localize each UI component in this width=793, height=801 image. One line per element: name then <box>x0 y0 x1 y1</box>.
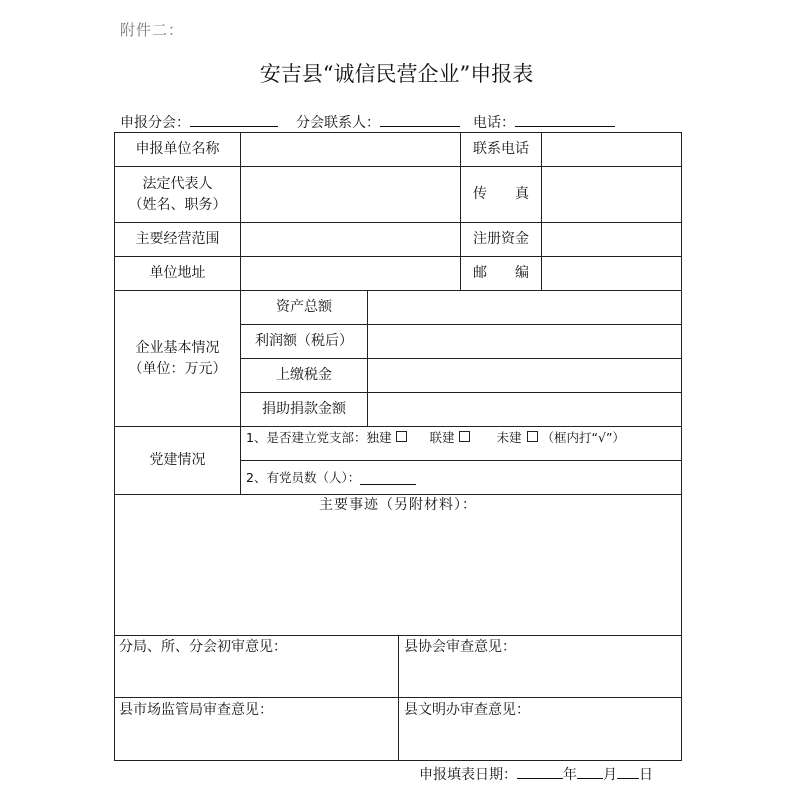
day-label: 日 <box>639 767 653 783</box>
contact-label: 分会联系人： <box>296 115 380 131</box>
form-title: 安吉县“诚信民营企业”申报表 <box>259 62 534 86</box>
party-q1-none: 未建 <box>496 429 522 445</box>
market-supervision-review-input[interactable] <box>115 721 398 759</box>
total-assets-input[interactable] <box>368 291 681 324</box>
donation-label: 捐助捐款金额 <box>262 401 346 417</box>
civilization-office-review-input[interactable] <box>399 721 681 759</box>
postcode-input[interactable] <box>542 257 681 290</box>
unit-name-input[interactable] <box>241 133 460 166</box>
donation-input[interactable] <box>368 393 681 426</box>
contact-field <box>296 112 460 132</box>
none-checkbox[interactable] <box>527 431 538 442</box>
total-assets-label: 资产总额 <box>276 299 332 315</box>
party-q1-prefix: 1、是否建立党支部：独建 <box>246 429 392 445</box>
branch-field <box>120 112 278 132</box>
basic-info-label-line2: （单位：万元） <box>128 360 227 377</box>
registered-capital-input[interactable] <box>542 223 681 256</box>
day-blank[interactable] <box>617 764 639 779</box>
legal-rep-label <box>115 167 240 222</box>
party-building-label: 党建情况 <box>149 452 206 468</box>
contact-phone-input[interactable] <box>542 133 681 166</box>
main-deeds-label: 主要事迹（另附材料）： <box>319 496 477 513</box>
tax-paid-input[interactable] <box>368 359 681 392</box>
contact-phone-label: 联系电话 <box>473 141 529 157</box>
party-member-count <box>246 461 680 494</box>
party-q2-label: 2、有党员数（人）： <box>246 470 361 485</box>
phone-field <box>473 112 615 132</box>
registered-capital-label: 注册资金 <box>473 231 529 247</box>
branch-blank[interactable] <box>190 112 278 127</box>
legal-rep-input[interactable] <box>241 167 460 222</box>
fill-date <box>419 764 653 784</box>
month-label: 月 <box>603 767 617 783</box>
joint-checkbox[interactable] <box>459 431 470 442</box>
branch-review-input[interactable] <box>115 658 398 696</box>
unit-address-label: 单位地址 <box>149 265 206 281</box>
party-member-blank[interactable] <box>360 471 416 485</box>
main-deeds-input[interactable] <box>115 518 681 634</box>
market-supervision-review-label: 县市场监管局审查意见： <box>119 701 273 718</box>
profit-label: 利润额（税后） <box>255 333 353 349</box>
unit-address-input[interactable] <box>241 257 460 290</box>
year-blank[interactable] <box>517 764 563 779</box>
unit-name-label: 申报单位名称 <box>135 141 220 157</box>
basic-info-label <box>115 291 240 426</box>
legal-rep-label-line2: （姓名、职务） <box>128 196 227 213</box>
branch-review-label: 分局、所、分会初审意见： <box>119 638 287 655</box>
independent-checkbox[interactable] <box>396 431 407 442</box>
branch-label: 申报分会： <box>120 115 190 131</box>
year-label: 年 <box>563 767 577 783</box>
business-scope-input[interactable] <box>241 223 460 256</box>
civilization-office-review-label: 县文明办审查意见： <box>404 701 530 718</box>
party-branch-question <box>246 427 680 447</box>
contact-blank[interactable] <box>380 112 460 127</box>
fax-label: 传 真 <box>473 186 529 202</box>
business-scope-label: 主要经营范围 <box>135 231 220 247</box>
county-assoc-review-input[interactable] <box>399 658 681 696</box>
legal-rep-label-line1: 法定代表人 <box>142 175 213 192</box>
table-border-right <box>681 132 682 761</box>
basic-info-label-line1: 企业基本情况 <box>135 339 220 356</box>
profit-input[interactable] <box>368 325 681 358</box>
phone-label: 电话： <box>473 115 515 131</box>
county-assoc-review-label: 县协会审查意见： <box>404 638 516 655</box>
month-blank[interactable] <box>577 764 603 779</box>
party-q1-joint: 联建 <box>429 429 455 445</box>
postcode-label: 邮 编 <box>473 265 529 281</box>
tax-paid-label: 上缴税金 <box>276 367 332 383</box>
phone-blank[interactable] <box>515 112 615 127</box>
date-label: 申报填表日期： <box>419 767 517 783</box>
party-q1-note: （框内打“√”） <box>541 429 625 445</box>
fax-input[interactable] <box>542 167 681 222</box>
attachment-label: 附件二： <box>120 21 185 39</box>
